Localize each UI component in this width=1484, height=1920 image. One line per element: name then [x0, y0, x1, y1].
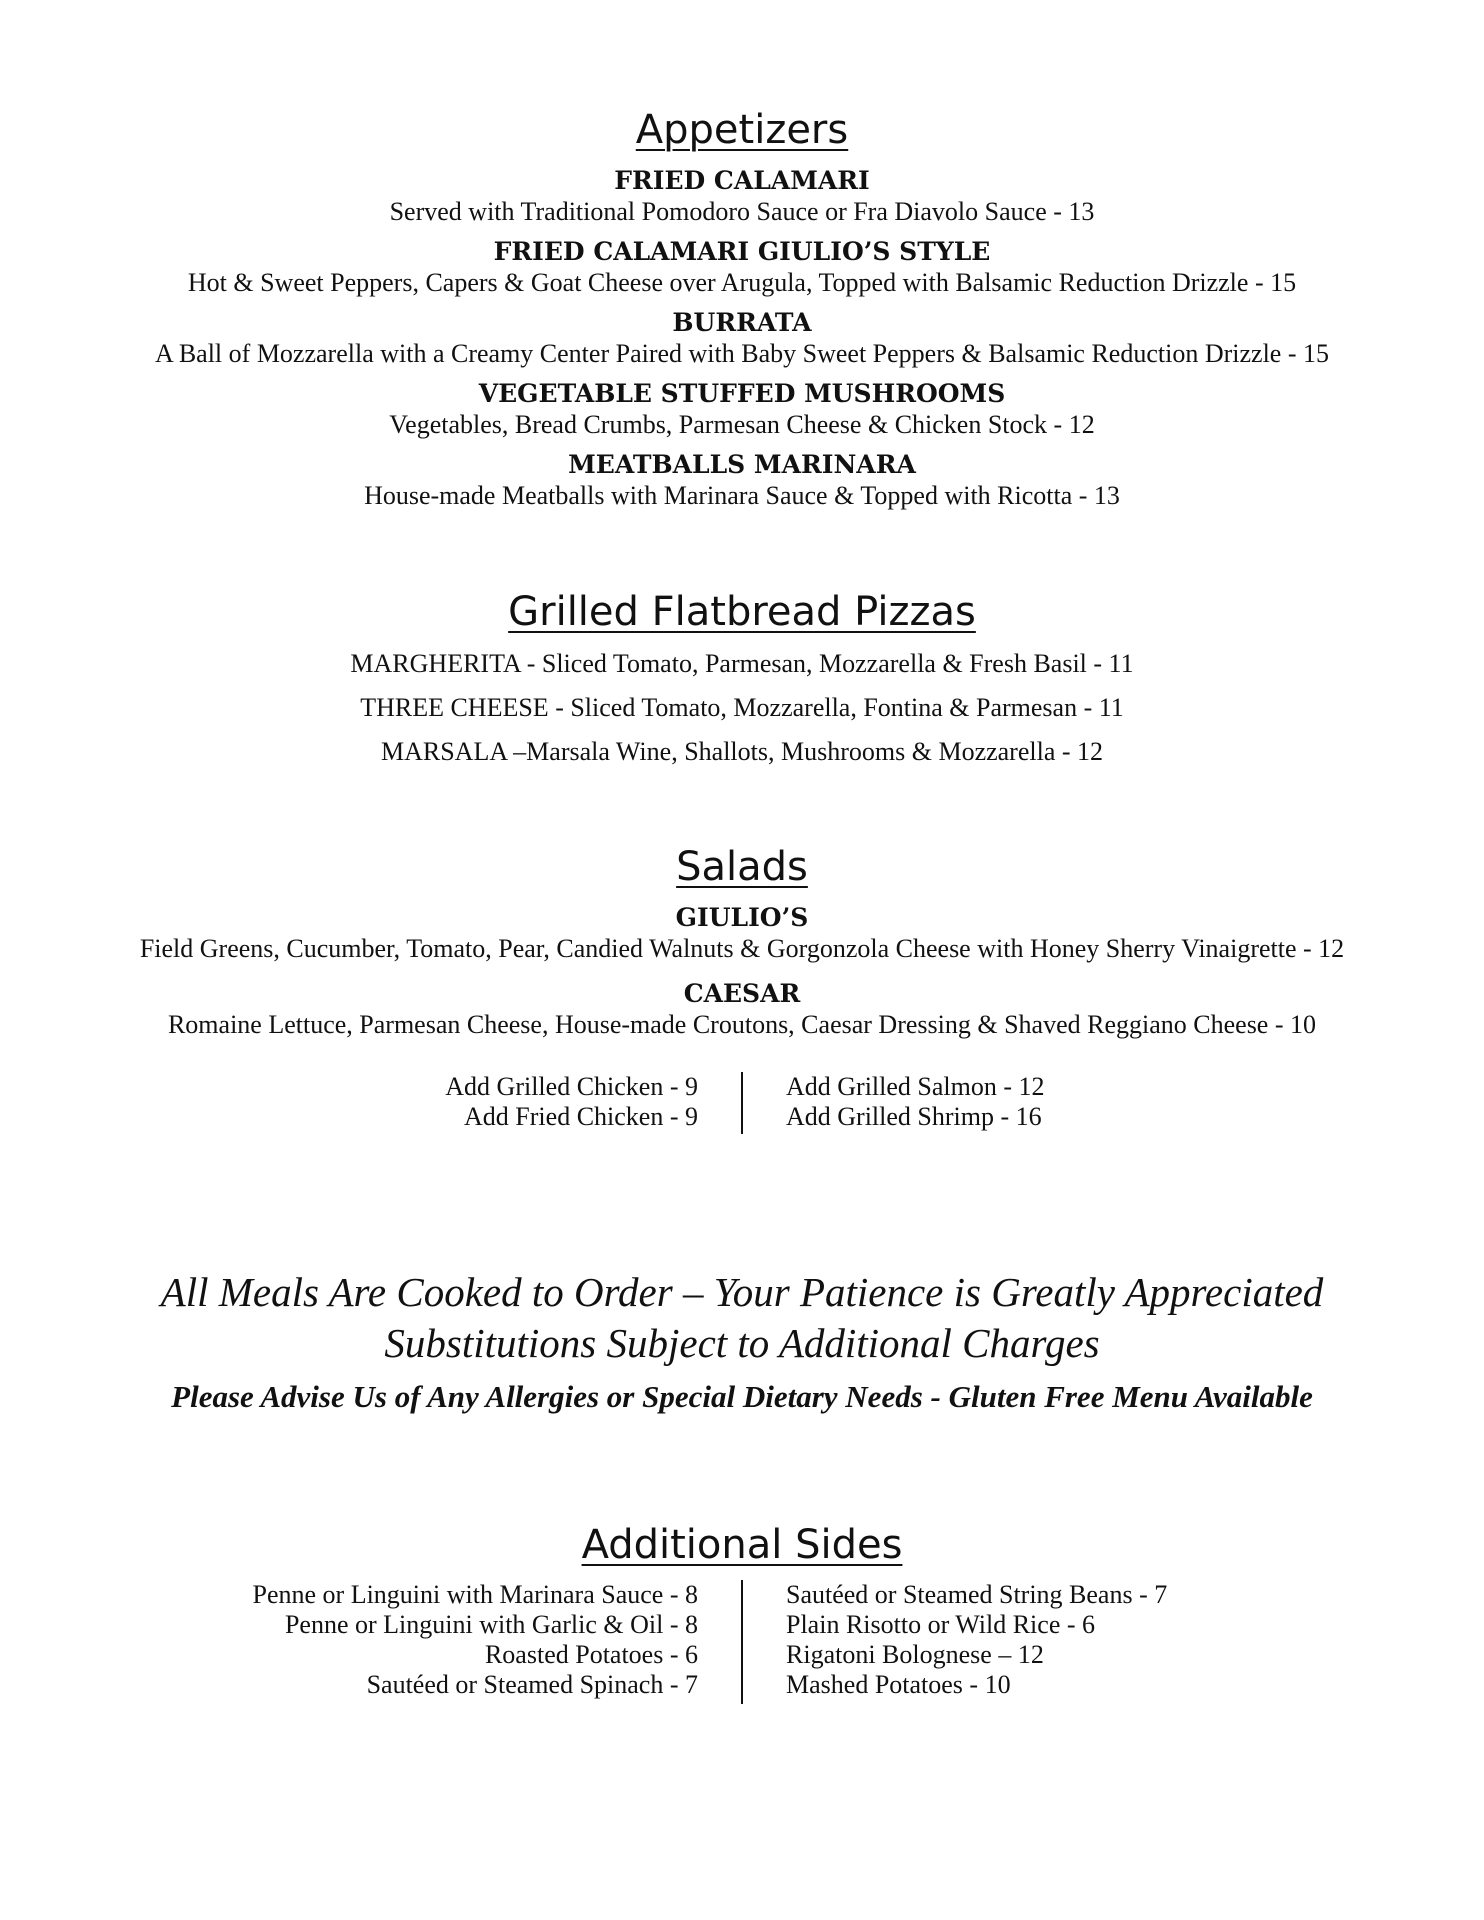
column-divider — [741, 1072, 743, 1134]
addon-item: Add Grilled Shrimp - 16 — [786, 1102, 1042, 1131]
pizza-item: MARSALA –Marsala Wine, Shallots, Mushrooms & Mozzarella - 12 — [380, 737, 1104, 766]
menu-item-name: MEATBALLS MARINARA — [568, 450, 916, 479]
menu-item-description: Field Greens, Cucumber, Tomato, Pear, Candied Walnuts & Gorgonzola Cheese with Honey Sherry Vinaigrette - 12 — [139, 934, 1345, 963]
side-item: Penne or Linguini with Marinara Sauce - 8 — [252, 1580, 698, 1609]
side-item: Mashed Potatoes - 10 — [786, 1670, 1011, 1699]
pizza-item: MARGHERITA - Sliced Tomato, Parmesan, Mozzarella & Fresh Basil - 11 — [350, 649, 1134, 678]
notice-allergies: Please Advise Us of Any Allergies or Special Dietary Needs - Gluten Free Menu Available — [171, 1379, 1313, 1414]
side-item: Roasted Potatoes - 6 — [484, 1640, 698, 1669]
sides-right — [786, 1580, 1167, 1700]
menu-item-name: FRIED CALAMARI GIULIO’S STYLE — [493, 237, 991, 266]
menu-item-description: House-made Meatballs with Marinara Sauce & Topped with Ricotta - 13 — [364, 481, 1120, 510]
salad-addons — [0, 1072, 1484, 1134]
addon-item: Add Grilled Salmon - 12 — [786, 1072, 1045, 1101]
sides-list — [0, 1580, 1484, 1704]
menu-item-description: Romaine Lettuce, Parmesan Cheese, House-made Croutons, Caesar Dressing & Shaved Reggiano Cheese - 10 — [167, 1010, 1317, 1039]
sides-heading: Additional Sides — [581, 1522, 903, 1568]
notice-cooked-to-order: All Meals Are Cooked to Order – Your Patience is Greatly Appreciated — [160, 1269, 1324, 1315]
menu-item-name: CAESAR — [683, 979, 801, 1008]
salad-addons-left — [445, 1072, 698, 1132]
side-item: Penne or Linguini with Garlic & Oil - 8 — [284, 1610, 698, 1639]
addon-item: Add Grilled Chicken - 9 — [445, 1072, 698, 1101]
menu-item-description: Served with Traditional Pomodoro Sauce or Fra Diavolo Sauce - 13 — [389, 197, 1095, 226]
side-item: Sautéed or Steamed String Beans - 7 — [786, 1580, 1168, 1609]
addon-item: Add Fried Chicken - 9 — [464, 1102, 698, 1131]
column-divider — [741, 1580, 743, 1704]
menu-item-name: GIULIO’S — [675, 903, 809, 932]
side-item: Rigatoni Bolognese – 12 — [786, 1640, 1044, 1669]
menu-item-description: A Ball of Mozzarella with a Creamy Center Paired with Baby Sweet Peppers & Balsamic Reduction Drizzle - 15 — [154, 339, 1329, 368]
notice-substitutions: Substitutions Subject to Additional Charges — [384, 1320, 1100, 1366]
side-item: Sautéed or Steamed Spinach - 7 — [366, 1670, 698, 1699]
menu-item-name: BURRATA — [672, 308, 812, 337]
menu-item-description: Hot & Sweet Peppers, Capers & Goat Cheese over Arugula, Topped with Balsamic Reduction Drizzle - 15 — [187, 268, 1297, 297]
menu-item-description: Vegetables, Bread Crumbs, Parmesan Cheese & Chicken Stock - 12 — [389, 410, 1095, 439]
salad-addons-right — [786, 1072, 1045, 1132]
appetizers-heading: Appetizers — [635, 107, 849, 153]
pizza-item: THREE CHEESE - Sliced Tomato, Mozzarella, Fontina & Parmesan - 11 — [360, 693, 1124, 722]
menu-item-name: VEGETABLE STUFFED MUSHROOMS — [478, 379, 1006, 408]
sides-left — [253, 1580, 699, 1700]
pizzas-heading: Grilled Flatbread Pizzas — [508, 589, 976, 635]
side-item: Plain Risotto or Wild Rice - 6 — [786, 1610, 1096, 1639]
salads-heading: Salads — [676, 844, 808, 890]
menu-item-name: FRIED CALAMARI — [614, 166, 870, 195]
